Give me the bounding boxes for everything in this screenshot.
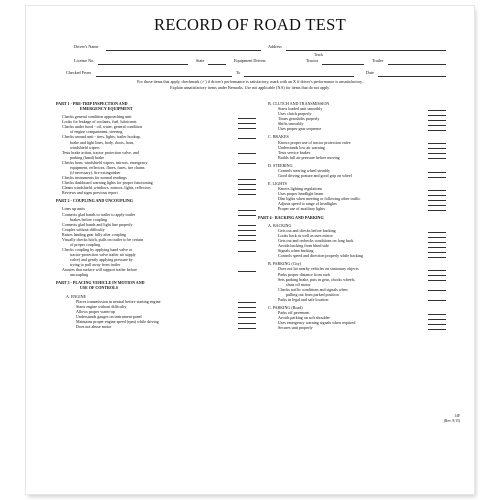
item-label: Allows proper warm-up [76,308,115,314]
item-label: trying to pull away from trailer [70,261,121,267]
item-label: B. CLUTCH AND TRANSMISSION [268,101,330,106]
item-label: Looks back as well as uses mirror [278,233,333,239]
truck-label: Truck [314,53,323,57]
item-label: Does not hit nearby vehicles on stationary objects [278,266,359,272]
left-column [56,101,256,329]
item-label: shuts off motor [286,281,311,287]
checked-from-label: Checked From [66,70,91,75]
item-label: Understands gauges on instrument panel [76,313,142,319]
item-label: tractor-protection valve trailer air supply [70,251,136,257]
item-label: PART 4 - BACKING AND PARKING [258,214,324,220]
item-label: Does not abuse motor [76,323,112,329]
checklist-item [258,173,458,178]
item-label: Builds full air pressure before moving [278,154,340,160]
item-label: Checks dashboard warning lights for proper functioning [62,179,153,185]
item-label: Cleans windshield, windows, mirrors, lights, reflectors [62,184,151,190]
item-label: Controls speed and direction properly while backing [278,253,363,259]
item-label: C. BRAKES [268,134,289,140]
state-label: State [196,58,205,63]
item-label: Uses emergency warning signals when required [278,320,356,326]
instruction-line: Explain unsatisfactory items under Remarks. Use not applicable (NA) for items that do not apply. [170,84,330,90]
item-label: equipment, reflectors, flares, fuses, tire chains [70,164,145,170]
instructions [46,79,454,90]
checklist-item [258,126,458,131]
address-label: Address [268,44,282,49]
item-label: Checks instruments for normal readings [62,174,127,180]
instruction-line: For those items that apply, checkmark (✓) if driver's performance is satisfactory, mark with an X if driver's performance is unsatisfactory. [137,79,363,84]
checklist-item [56,272,256,277]
item-label: Signals when backing [278,248,314,254]
driver-name-field[interactable] [106,50,261,51]
item-label: Checks around unit - tires, lights, trailer hookup, [62,134,141,140]
item-label: Understands low air warning [278,144,325,150]
item-label: E. LIGHTS [268,181,287,187]
item-label: PART 1 - PRE-TRIP INSPECTION AND [56,101,128,106]
form-code [444,414,460,423]
license-no-label: License No. [74,58,95,63]
item-label: A. ENGINE [66,293,87,299]
trailer-field[interactable] [388,64,446,65]
item-label: Tests service brakes [278,149,311,155]
item-label: D. STEERING [268,162,293,168]
to-label: To [236,70,241,75]
form-title: RECORD OF ROAD TEST [154,15,346,34]
item-label: parking (hand) brake [70,154,104,160]
checkmark-line[interactable] [428,257,446,258]
item-label: Reviews and signs previous report [62,189,118,195]
item-label: Looks for leakage of coolants, fuel, lubricants [62,119,137,125]
item-label: Adjusts speed to range of headlights [278,201,337,207]
item-label: Checks general condition approaching unit [62,114,132,120]
item-label: Starts engine without difficulty [76,303,127,309]
item-label: Starts loaded unit smoothly [278,106,323,112]
checklist-item [258,325,458,330]
checklist-item [258,253,458,258]
item-label: Gets out and rechecks conditions on long back [278,238,354,244]
checkmark-line[interactable] [238,328,256,329]
state-field[interactable] [208,64,226,65]
item-label: Places transmission in neutral before starting engine [76,298,161,304]
checked-from-field[interactable] [96,76,232,77]
item-label: Assures that surface will support trailer before [62,267,138,273]
item-label: C. PARKING (Road) [268,305,303,310]
form-number: 14F [454,414,460,418]
item-label: PART 2 - COUPLING AND UNCOUPLING [56,198,133,204]
date-label: Date [366,70,374,75]
part-heading [56,285,256,290]
item-label: Lines up units [62,206,85,212]
right-column [258,101,458,330]
address-field[interactable] [286,50,446,51]
item-label: Checks horn, windshield wipers, mirrors, emergency [62,159,148,165]
item-label: Checks coupling by applying hand valve or [62,246,133,252]
header-row-checked [36,68,464,78]
item-label: Controls steering wheel steadily [278,167,331,173]
item-label: Avoids parking on soft shoulder [278,315,330,321]
date-field[interactable] [378,76,446,77]
item-label: Maintains proper engine speed (rpm) while driving [76,318,159,324]
checkmark-line[interactable] [428,130,446,131]
item-label: A. BACKING [268,222,292,228]
item-label: Times gearshifts properly [278,116,320,122]
header-row-driver [36,42,464,52]
trailer-label: Trailer [372,58,384,63]
checklist-item [258,297,458,302]
checkmark-line[interactable] [428,300,446,301]
item-label: Uses proper headlight beam [278,191,324,197]
part-heading [56,198,256,203]
license-no-field[interactable] [98,64,188,65]
item-label: windshield wipers [70,144,100,150]
checkmark-line[interactable] [428,177,446,178]
item-label: Tests brake action, tractor protection valve, and [62,149,139,155]
item-label: (if necessary), fire extinguisher [70,169,121,175]
equipment-driven-label: Equipment Driven: [234,58,267,63]
item-label: Couples without difficulty [62,226,105,232]
item-label: Raises landing gear fully after coupling [62,231,126,237]
item-label: Parks proper distance from curb [278,271,330,277]
item-label: Connects glad hands and light line properly [62,221,133,227]
item-label: Dim lights when meeting or following other traffic [278,196,361,202]
checkmark-line[interactable] [428,329,446,330]
item-label: valve) and gently applying pressure by [70,256,133,262]
item-label: Avoids backing from blind side [278,243,329,249]
tractor-field[interactable] [322,64,364,65]
item-label: PART 3 - PLACING VEHICLE IN MOTION AND [56,280,145,286]
item-label: Uses clutch properly [278,111,312,117]
item-label: Secures unit properly [278,325,313,331]
item-label: Knows lighting regulations [278,186,323,192]
item-label: Checks traffic conditions and signals when [278,286,348,292]
item-label: Sets parking brake, puts in gear, chocks wheels, [278,276,356,282]
item-label: uncoupling [70,272,89,278]
item-label: Uses proper gear sequence [278,126,322,132]
checkmark-line[interactable] [428,210,446,211]
part-heading [56,106,256,111]
item-label: Parks in legal and safe location [278,296,329,302]
form-revision: (Rev. 9/15) [443,418,460,423]
item-label: of proper coupling [70,241,101,247]
part-heading [258,215,458,220]
checkmark-line[interactable] [428,158,446,159]
item-label: Good driving posture and good grip on wheel [278,172,352,178]
checklist-item [56,324,256,329]
checkmark-line[interactable] [238,194,256,195]
checklist-item [258,155,458,160]
road-test-form [26,6,474,494]
to-field[interactable] [244,76,354,77]
item-label: Connects glad hands to trailer to apply trailer [62,211,136,217]
item-label: pulling out from parked position [286,291,339,297]
header-row-license [36,53,464,66]
item-label: brake and light lines, body, doors, horn, [70,139,135,145]
item-label: brakes before coupling [70,216,108,222]
driver-name-label: Driver's Name [74,44,99,49]
item-label: Visually checks hitch, pulls on trailer to be certain [62,236,144,242]
item-label: B. PARKING (City) [268,261,302,267]
item-label: Shifts smoothly [278,121,304,127]
item-label: Checks under hood - oil, water, general condition [62,124,142,130]
item-label: Knows proper use of tractor protection valve [278,139,351,145]
item-label: Gets out and checks before backing [278,227,336,233]
item-label: USE OF CONTROLS [80,285,119,291]
tractor-label: Tractor [306,58,319,63]
checklist-item [258,206,458,211]
item-label: Parks off pavement [278,310,310,316]
item-label: EMERGENCY EQUIPMENT [80,106,133,112]
checklist-item [56,190,256,195]
item-label: of engine compartment, steering [70,129,123,135]
item-label: Proper use of auxiliary lights [278,206,325,212]
